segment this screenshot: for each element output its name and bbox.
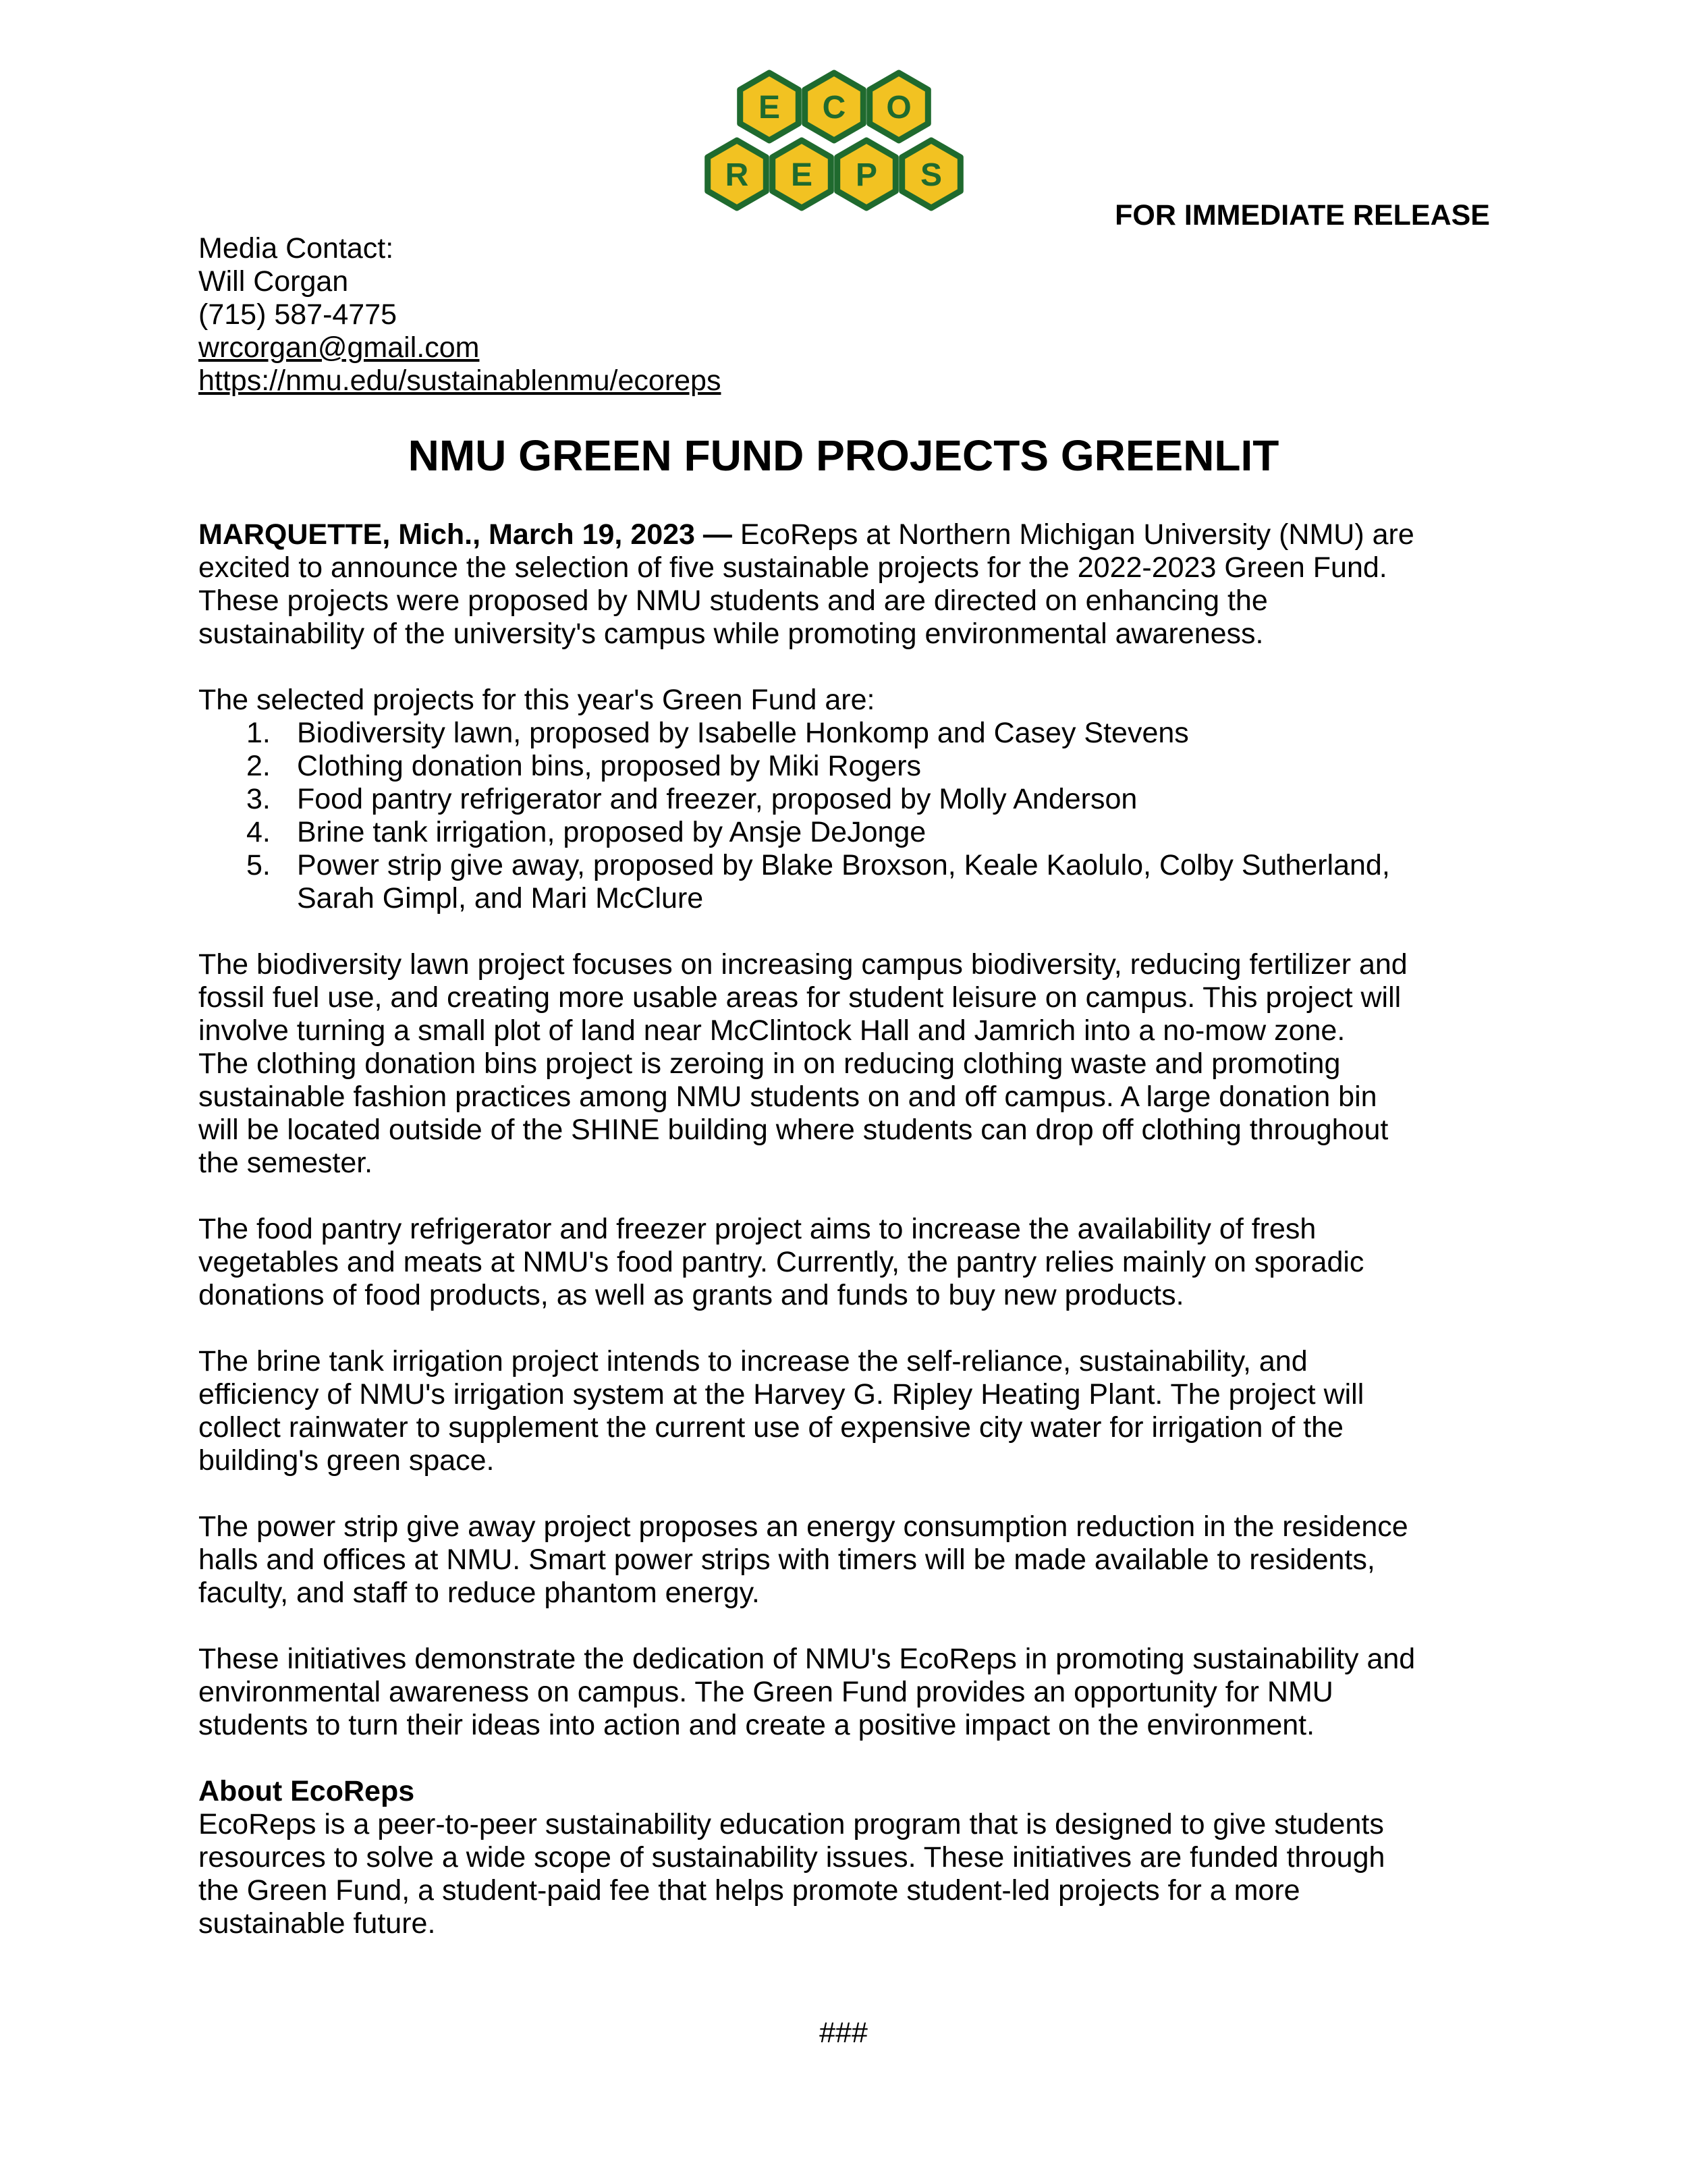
- list-item-text: Clothing donation bins, proposed by Miki Rogers: [297, 750, 922, 782]
- paragraph-line: faculty, and staff to reduce phantom energy.: [198, 1577, 760, 1609]
- contact-phone: (715) 587-4775: [198, 298, 397, 331]
- contact-email-link[interactable]: wrcorgan@gmail.com: [198, 331, 480, 364]
- list-item-text: Power strip give away, proposed by Blake Broxson, Keale Kaolulo, Colby Sutherland,: [297, 849, 1390, 881]
- list-item: [198, 750, 1514, 783]
- paragraph-line: students to turn their ideas into action and create a positive impact on the environment.: [198, 1709, 1315, 1741]
- paragraph-line: sustainable fashion practices among NMU students on and off campus. A large donation bin: [198, 1081, 1377, 1113]
- contact-name: Will Corgan: [198, 265, 349, 298]
- paragraph-line: environmental awareness on campus. The Green Fund provides an opportunity for NMU: [198, 1676, 1333, 1708]
- about-heading: About EcoReps: [198, 1775, 415, 1807]
- list-item-text: Sarah Gimpl, and Mari McClure: [297, 882, 704, 914]
- contact-website-link[interactable]: https://nmu.edu/sustainablenmu/ecoreps: [198, 364, 721, 397]
- brine-tank-paragraph: [198, 1345, 1514, 1477]
- projects-list: [198, 717, 1514, 915]
- intro-line: excited to announce the selection of five sustainable projects for the 2022-2023 Green Fund.: [198, 551, 1387, 584]
- release-label: FOR IMMEDIATE RELEASE: [1115, 199, 1490, 231]
- logo-letter: C: [822, 90, 846, 126]
- paragraph-line: efficiency of NMU's irrigation system at the Harvey G. Ripley Heating Plant. The project will: [198, 1378, 1364, 1411]
- paragraph-line: fossil fuel use, and creating more usable areas for student leisure on campus. This project will: [198, 981, 1402, 1014]
- contact-heading: Media Contact:: [198, 232, 394, 265]
- about-line: the Green Fund, a student-paid fee that helps promote student-led projects for a more: [198, 1874, 1300, 1907]
- paragraph-line: vegetables and meats at NMU's food pantry. Currently, the pantry relies mainly on sporadic: [198, 1246, 1364, 1278]
- paragraph-line: The food pantry refrigerator and freezer project aims to increase the availability of fresh: [198, 1213, 1317, 1245]
- paragraph-line: The power strip give away project proposes an energy consumption reduction in the residence: [198, 1510, 1408, 1543]
- list-item: [198, 816, 1514, 849]
- initiatives-paragraph: [198, 1643, 1514, 1742]
- list-item-text: Food pantry refrigerator and freezer, proposed by Molly Anderson: [297, 783, 1138, 815]
- list-item-number: 4.: [246, 816, 271, 848]
- logo-letter: R: [725, 157, 749, 193]
- list-item: [198, 783, 1514, 816]
- list-item-number: 2.: [246, 750, 271, 782]
- list-item: [198, 717, 1514, 750]
- about-line: resources to solve a wide scope of sustainability issues. These initiatives are funded through: [198, 1841, 1385, 1874]
- paragraph-line: involve turning a small plot of land near McClintock Hall and Jamrich into a no-mow zone.: [198, 1014, 1346, 1047]
- list-item: [198, 849, 1514, 915]
- media-contact: [198, 232, 721, 398]
- intro-line: EcoReps at Northern Michigan University (NMU) are: [731, 518, 1414, 551]
- paragraph-line: halls and offices at NMU. Smart power strips with timers will be made available to residents,: [198, 1544, 1375, 1576]
- intro-paragraph: [198, 518, 1514, 651]
- power-strip-paragraph: [198, 1510, 1514, 1610]
- intro-line: sustainability of the university's campus while promoting environmental awareness.: [198, 618, 1264, 650]
- paragraph-line: donations of food products, as well as grants and funds to buy new products.: [198, 1279, 1184, 1311]
- list-item-text: Biodiversity lawn, proposed by Isabelle Honkomp and Casey Stevens: [297, 717, 1189, 749]
- ecoreps-logo: [695, 66, 992, 215]
- intro-line: These projects were proposed by NMU students and are directed on enhancing the: [198, 584, 1268, 617]
- paragraph-line: collect rainwater to supplement the current use of expensive city water for irrigation of the: [198, 1411, 1344, 1444]
- paragraph-line: the semester.: [198, 1147, 373, 1179]
- paragraph-line: The biodiversity lawn project focuses on increasing campus biodiversity, reducing fertilizer and: [198, 948, 1408, 981]
- paragraph-line: building's green space.: [198, 1444, 495, 1477]
- paragraph-line: The brine tank irrigation project intends to increase the self-reliance, sustainability, and: [198, 1345, 1308, 1377]
- logo-letter: P: [855, 157, 878, 193]
- list-item-number: 1.: [246, 717, 271, 749]
- paragraph-line: These initiatives demonstrate the dedication of NMU's EcoReps in promoting sustainability and: [198, 1643, 1416, 1675]
- list-item-number: 3.: [246, 783, 271, 815]
- list-item-number: 5.: [246, 849, 271, 881]
- logo-letter: E: [758, 90, 781, 126]
- projects-lead: The selected projects for this year's Green Fund are:: [198, 684, 875, 716]
- about-line: EcoReps is a peer-to-peer sustainability education program that is designed to give students: [198, 1808, 1384, 1840]
- about-section: [198, 1775, 1514, 1940]
- logo-letter: S: [920, 157, 943, 193]
- paragraph-line: The clothing donation bins project is zeroing in on reducing clothing waste and promoting: [198, 1047, 1341, 1080]
- about-line: sustainable future.: [198, 1907, 436, 1940]
- end-mark: ###: [819, 2017, 868, 2049]
- page-title: NMU GREEN FUND PROJECTS GREENLIT: [408, 431, 1279, 480]
- dateline: MARQUETTE, Mich., March 19, 2023 —: [198, 518, 732, 551]
- logo-letter: E: [790, 157, 813, 193]
- press-release-body: [198, 518, 1514, 1940]
- food-pantry-paragraph: [198, 1213, 1514, 1312]
- logo-letter: O: [886, 90, 912, 126]
- list-item-text: Brine tank irrigation, proposed by Ansje DeJonge: [297, 816, 927, 848]
- paragraph-line: will be located outside of the SHINE building where students can drop off clothing throughout: [198, 1114, 1389, 1146]
- biodiversity-paragraph: [198, 948, 1514, 1180]
